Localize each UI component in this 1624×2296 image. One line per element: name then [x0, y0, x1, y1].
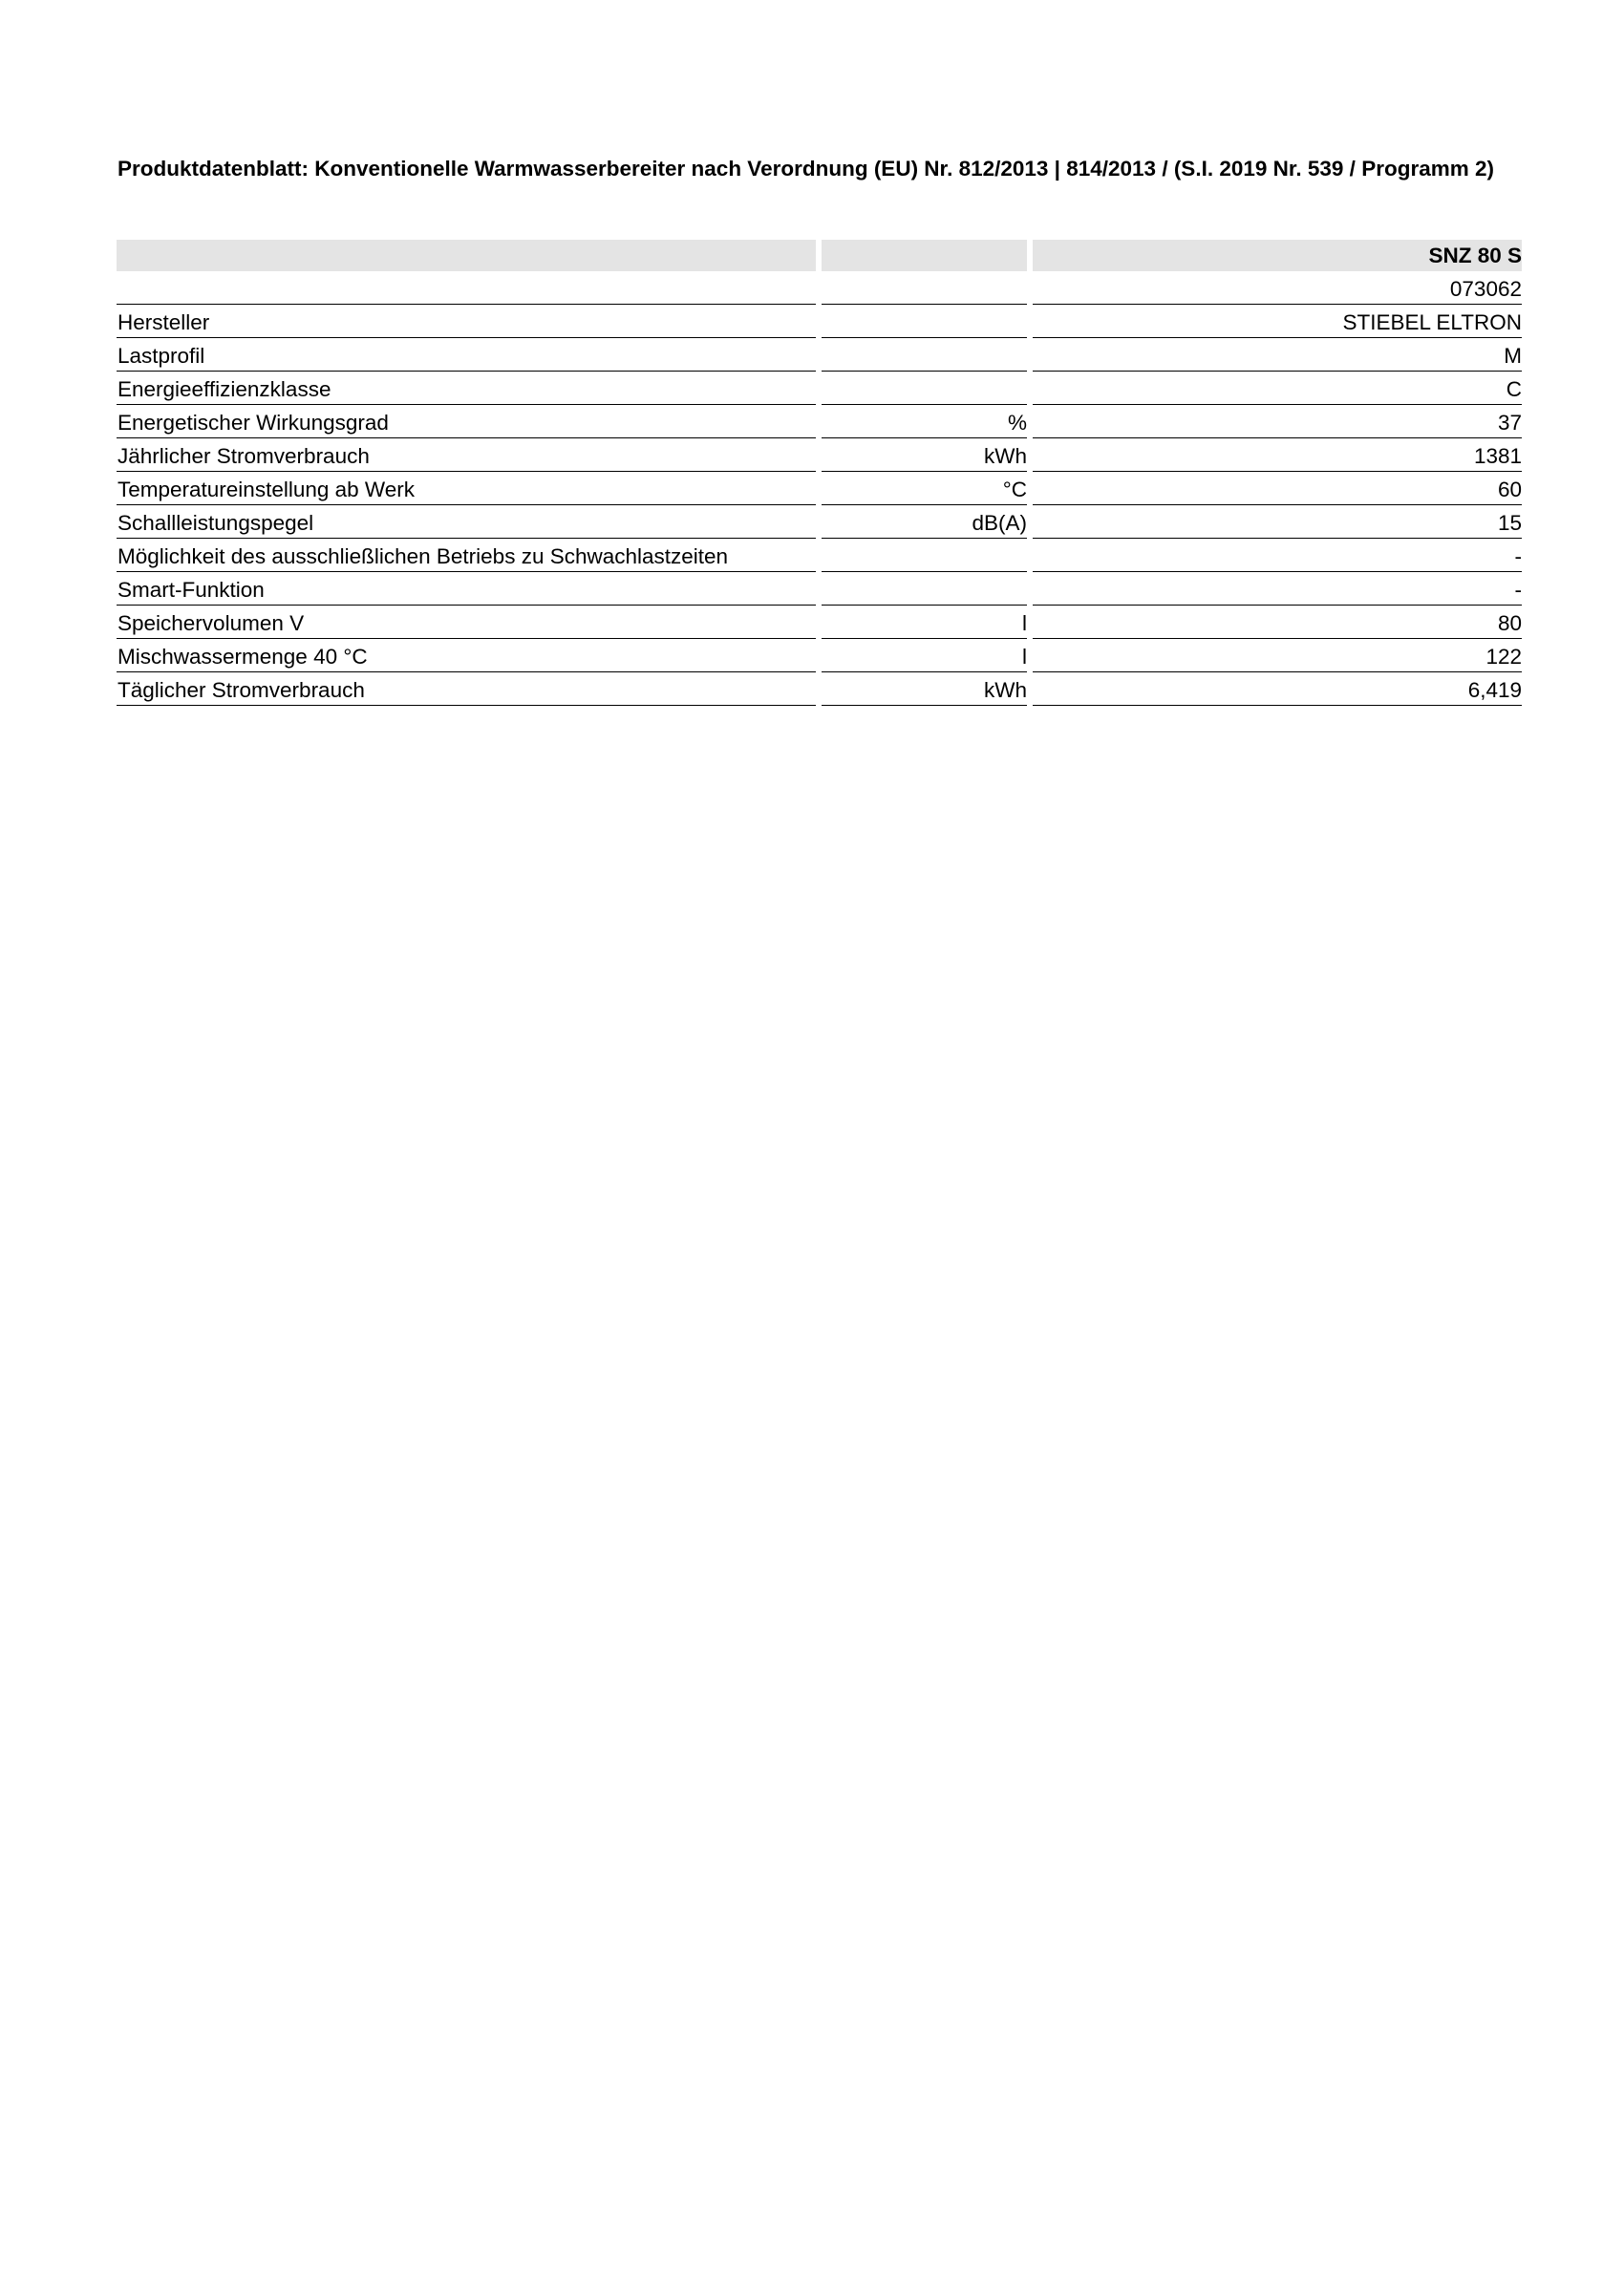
table-row [117, 440, 1522, 474]
table-row [117, 307, 1522, 340]
row-unit [822, 541, 1027, 572]
table-row [117, 574, 1522, 607]
row-value: - [1033, 541, 1522, 572]
row-value: 1381 [1033, 440, 1522, 472]
header-label-cell [117, 240, 816, 271]
header-unit-cell [822, 240, 1027, 271]
row-unit: % [822, 407, 1027, 438]
row-label: Energetischer Wirkungsgrad [117, 407, 816, 438]
table-row [117, 340, 1522, 373]
row-unit [822, 307, 1027, 338]
table-row [117, 607, 1522, 641]
row-value: 37 [1033, 407, 1522, 438]
row-value: - [1033, 574, 1522, 606]
table-row [117, 407, 1522, 440]
row-value: 6,419 [1033, 674, 1522, 706]
row-value: STIEBEL ELTRON [1033, 307, 1522, 338]
row-value: M [1033, 340, 1522, 372]
product-data-table [117, 240, 1522, 708]
page-title: Produktdatenblatt: Konventionelle Warmwasserbereiter nach Verordnung (EU) Nr. 812/2013 | 814/2013 / (S.I. 2019 Nr. 539 / Programm 2) [118, 157, 1494, 181]
row-value: C [1033, 373, 1522, 405]
row-value: 80 [1033, 607, 1522, 639]
row-value: 60 [1033, 474, 1522, 505]
table-row [117, 273, 1522, 307]
table-header-row [117, 240, 1522, 273]
row-value: 073062 [1033, 273, 1522, 305]
row-unit: dB(A) [822, 507, 1027, 539]
row-label: Jährlicher Stromverbrauch [117, 440, 816, 472]
row-label: Smart-Funktion [117, 574, 816, 606]
row-unit [822, 574, 1027, 606]
row-unit: l [822, 607, 1027, 639]
table-row [117, 474, 1522, 507]
row-value: 122 [1033, 641, 1522, 672]
row-unit: l [822, 641, 1027, 672]
row-label: Lastprofil [117, 340, 816, 372]
table-row [117, 507, 1522, 541]
row-label: Temperatureinstellung ab Werk [117, 474, 816, 505]
table-row [117, 541, 1522, 574]
row-label: Hersteller [117, 307, 816, 338]
row-label: Schallleistungspegel [117, 507, 816, 539]
row-label [117, 273, 816, 305]
row-unit: kWh [822, 674, 1027, 706]
row-unit: °C [822, 474, 1027, 505]
table-row [117, 641, 1522, 674]
row-label: Täglicher Stromverbrauch [117, 674, 816, 706]
table-row [117, 674, 1522, 708]
row-unit: kWh [822, 440, 1027, 472]
row-unit [822, 273, 1027, 305]
row-label: Energieeffizienzklasse [117, 373, 816, 405]
row-label: Mischwassermenge 40 °C [117, 641, 816, 672]
row-unit [822, 373, 1027, 405]
row-label: Möglichkeit des ausschließlichen Betriebs zu Schwachlastzeiten [117, 541, 816, 572]
row-label: Speichervolumen V [117, 607, 816, 639]
row-value: 15 [1033, 507, 1522, 539]
table-row [117, 373, 1522, 407]
row-unit [822, 340, 1027, 372]
header-model-cell: SNZ 80 S [1033, 240, 1522, 271]
